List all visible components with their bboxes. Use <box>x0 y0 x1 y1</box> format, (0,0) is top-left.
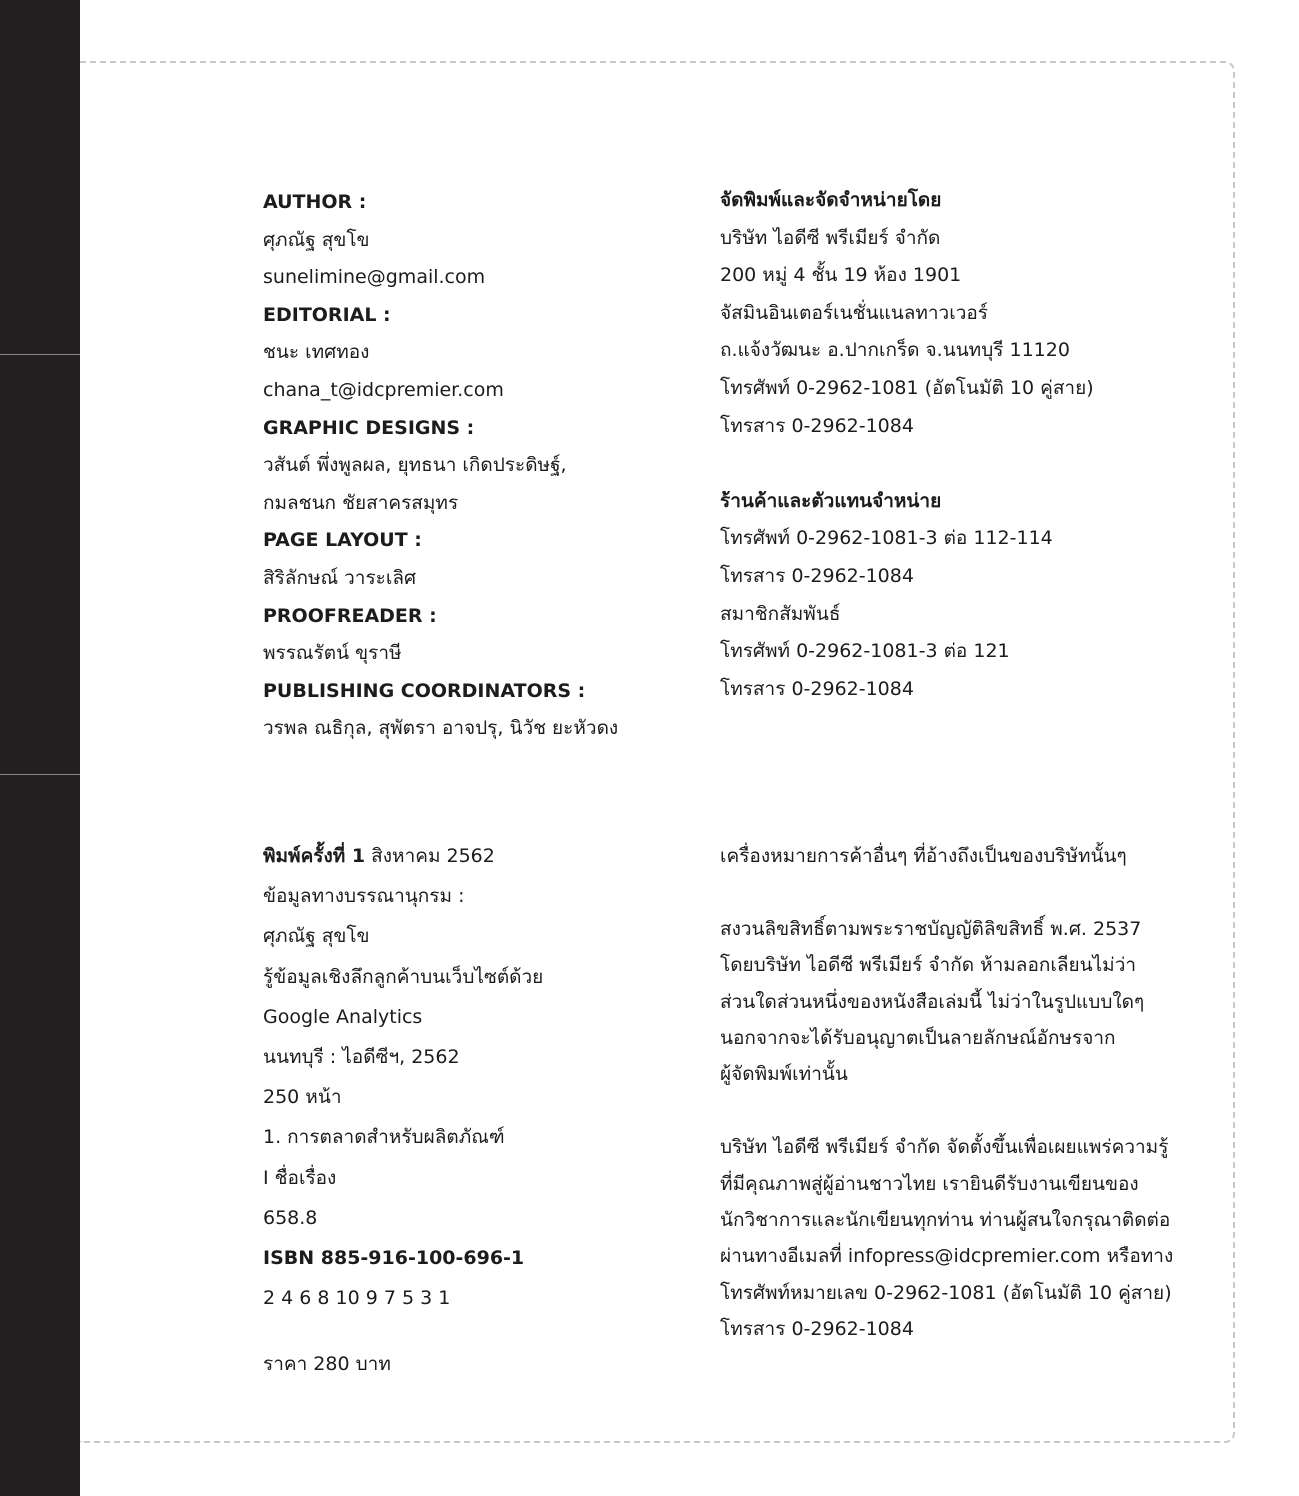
coordinators-label: PUBLISHING COORDINATORS : <box>263 679 586 702</box>
catalog-line: Google Analytics <box>263 1005 423 1028</box>
publisher-line: 200 หมู่ 4 ชั้น 19 ห้อง 1901 <box>720 264 962 287</box>
about-line: นักวิชาการและนักเขียนทุกท่าน ท่านผู้สนใจกรุณาติดต่อ <box>720 1208 1171 1231</box>
graphic-label: GRAPHIC DESIGNS : <box>263 416 475 439</box>
catalog-line: 1. การตลาดสำหรับผลิตภัณฑ์ <box>263 1126 505 1149</box>
edition-date: สิงหาคม 2562 <box>365 845 495 867</box>
graphic-names: วสันต์ พึ่งพูลผล, ยุทธนา เกิดประดิษฐ์, <box>263 454 567 477</box>
about-line: โทรศัพท์หมายเลข 0-2962-1081 (อัตโนมัติ 10 คู่สาย) <box>720 1281 1172 1304</box>
stores-line: โทรสาร 0-2962-1084 <box>720 564 914 587</box>
about-line: ผ่านทางอีเมลที่ infopress@idcpremier.com หรือทาง <box>720 1245 1174 1268</box>
editorial-label: EDITORIAL : <box>263 303 391 326</box>
stores-heading: ร้านค้าและตัวแทนจำหน่าย <box>720 489 942 512</box>
cip-label: ข้อมูลทางบรรณานุกรม : <box>263 885 465 908</box>
layout-name: สิริลักษณ์ วาระเลิศ <box>263 566 417 589</box>
copyright-line: ผู้จัดพิมพ์เท่านั้น <box>720 1063 848 1086</box>
price: ราคา 280 บาท <box>263 1353 391 1375</box>
catalog-line: 250 หน้า <box>263 1086 342 1109</box>
copyright-line: ส่วนใดส่วนหนึ่งของหนังสือเล่มนี้ ไม่ว่าในรูปแบบใดๆ <box>720 990 1145 1013</box>
edition-line <box>263 836 543 876</box>
proofreader-name: พรรณรัตน์ ขุราษี <box>263 642 402 665</box>
spine-divider <box>0 774 80 775</box>
catalog-line: นนทบุรี : ไอดีซีฯ, 2562 <box>263 1045 460 1068</box>
author-name: ศุภณัฐ สุขโข <box>263 228 370 251</box>
publisher-line: โทรสาร 0-2962-1084 <box>720 414 914 437</box>
publisher-line: บริษัท ไอดีซี พรีเมียร์ จำกัด <box>720 226 941 249</box>
proofreader-label: PROOFREADER : <box>263 604 437 627</box>
stores-line: โทรศัพท์ 0-2962-1081-3 ต่อ 121 <box>720 640 1010 663</box>
layout-label: PAGE LAYOUT : <box>263 529 422 552</box>
author-label: AUTHOR : <box>263 191 367 213</box>
publisher-heading: จัดพิมพ์และจัดจำหน่ายโดย <box>720 189 942 211</box>
catalog-block <box>263 836 543 1318</box>
stores-line: สมาชิกสัมพันธ์ <box>720 602 841 625</box>
catalog-line: ศุภณัฐ สุขโข <box>263 925 370 948</box>
publisher-line: จัสมินอินเตอร์เนชั่นแนลทาวเวอร์ <box>720 301 988 324</box>
stores-line: โทรศัพท์ 0-2962-1081-3 ต่อ 112-114 <box>720 527 1053 550</box>
author-email: sunelimine@gmail.com <box>263 266 486 289</box>
about-line: บริษัท ไอดีซี พรีเมียร์ จำกัด จัดตั้งขึ้นเพื่อเผยแพร่ความรู้ <box>720 1136 1169 1159</box>
copyright-line: โดยบริษัท ไอดีซี พรีเมียร์ จำกัด ห้ามลอกเลียนไม่ว่า <box>720 954 1137 977</box>
credits-block <box>263 184 618 748</box>
print-line: 2 4 6 8 10 9 7 5 3 1 <box>263 1287 451 1310</box>
edition-number: พิมพ์ครั้งที่ 1 <box>263 845 366 867</box>
publisher-block <box>720 182 1094 708</box>
editorial-name: ชนะ เทศทอง <box>263 341 370 364</box>
coordinators-names: วรพล ณธิกุล, สุพัตรา อาจปรุ, นิวัช ยะหัวดง <box>263 717 619 740</box>
publisher-line: โทรศัพท์ 0-2962-1081 (อัตโนมัติ 10 คู่สาย) <box>720 376 1094 399</box>
publisher-line: ถ.แจ้งวัฒนะ อ.ปากเกร็ด จ.นนทบุรี 11120 <box>720 339 1070 362</box>
catalog-line: 658.8 <box>263 1206 318 1229</box>
copyright-line: สงวนลิขสิทธิ์ตามพระราชบัญญัติลิขสิทธิ์ พ.ศ. 2537 <box>720 917 1142 940</box>
about-line: ที่มีคุณภาพสู่ผู้อ่านชาวไทย เรายินดีรับงานเขียนของ <box>720 1172 1139 1195</box>
editorial-email: chana_t@idcpremier.com <box>263 378 504 401</box>
catalog-line: I ชื่อเรื่อง <box>263 1166 337 1189</box>
isbn: ISBN 885-916-100-696-1 <box>263 1246 525 1269</box>
notices-block <box>720 838 1173 1347</box>
catalog-line: รู้ข้อมูลเชิงลึกลูกค้าบนเว็บไซต์ด้วย <box>263 965 544 988</box>
copyright-line: นอกจากจะได้รับอนุญาตเป็นลายลักษณ์อักษรจาก <box>720 1026 1116 1049</box>
book-spine <box>0 0 80 1496</box>
stores-line: โทรสาร 0-2962-1084 <box>720 677 914 700</box>
graphic-names: กมลชนก ชัยสาครสมุทร <box>263 491 459 514</box>
spine-divider <box>0 354 80 355</box>
about-line: โทรสาร 0-2962-1084 <box>720 1318 914 1341</box>
trademark-notice: เครื่องหมายการค้าอื่นๆ ที่อ้างถึงเป็นของบริษัทนั้นๆ <box>720 845 1127 867</box>
